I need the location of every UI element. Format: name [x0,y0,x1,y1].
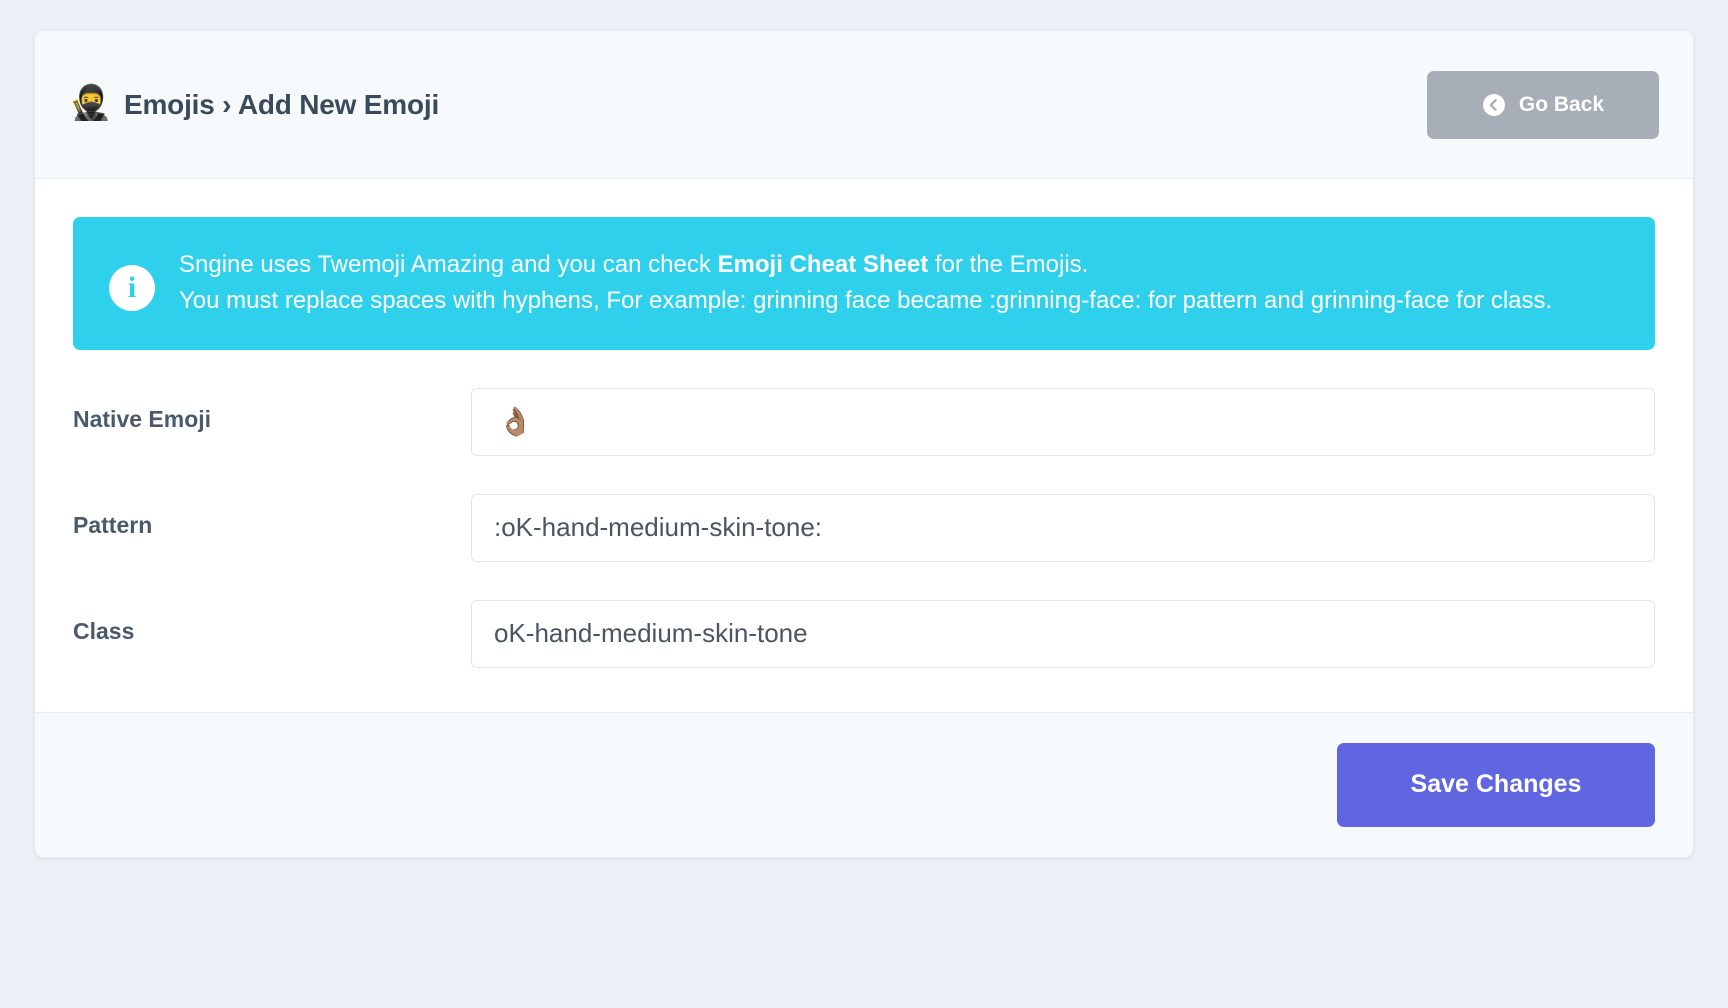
info-icon: i [109,265,155,311]
ninja-emoji-icon: 🥷 [69,83,112,122]
native-emoji-input[interactable] [471,388,1655,456]
add-emoji-card [34,30,1694,858]
page-title: Emojis › Add New Emoji [124,88,440,120]
card-header [35,31,1693,179]
save-changes-button[interactable]: Save Changes [1337,743,1655,827]
go-back-button[interactable] [1427,71,1659,139]
form-row-class [73,600,1655,668]
pattern-input[interactable] [471,494,1655,562]
info-line2: You must replace spaces with hyphens, For example: grinning face became :grinning-face: for pattern and grinning-face for class. [179,287,1553,315]
arrow-left-circle-icon [1482,93,1506,117]
form-row-native-emoji [73,388,1655,456]
pattern-label: Pattern [73,511,153,538]
emoji-cheat-sheet-link[interactable]: Emoji Cheat Sheet [717,251,929,278]
form-row-pattern [73,494,1655,562]
header-left [69,83,440,124]
go-back-label: Go Back [1518,92,1605,116]
class-input[interactable] [471,600,1655,668]
info-line1-suffix: for the Emojis. [928,251,1089,278]
card-footer [35,712,1693,857]
info-alert-text [179,247,1552,320]
info-line1-prefix: Sngine uses Twemoji Amazing and you can check [179,251,718,278]
class-label: Class [73,617,135,644]
card-body [35,179,1693,712]
info-alert [73,217,1655,350]
native-emoji-label: Native Emoji [73,405,212,432]
